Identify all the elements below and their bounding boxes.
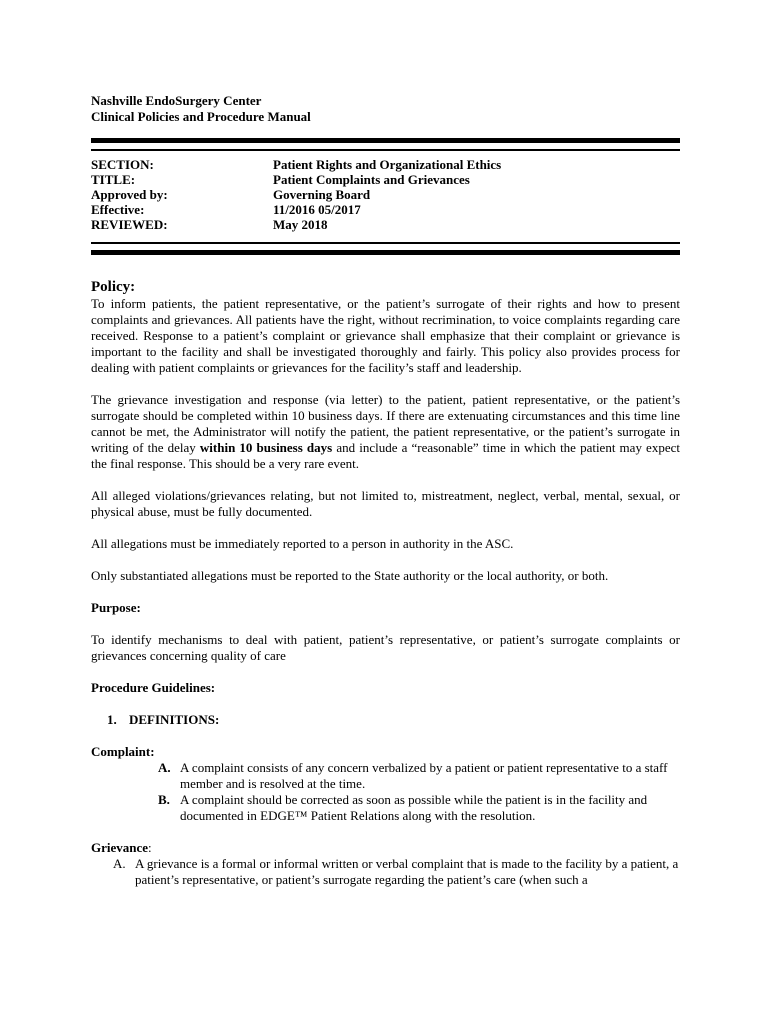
complaint-item-a [158,760,680,792]
rule-bottom-thin [91,242,680,244]
policy-paragraph-5: Only substantiated allegations must be reported to the State authority or the local authority, or both. [91,568,609,583]
policy-paragraph-2 [91,392,680,472]
policy-paragraph-2-part-1: The grievance investigation and response (via letter) to the patient, patient representative, or the patient’s surrogate should be completed within 10 business days. If there are extenuating circumstances and this time line cannot be met, the Administrator will notify the patient, the patient representative, or the patient’s surrogate in writing of the delay [91,392,680,455]
policy-heading: Policy: [91,279,136,295]
meta-row-reviewed [91,217,680,232]
list-letter: A. [158,760,171,775]
meta-value: Patient Rights and Organizational Ethics [273,157,502,172]
complaint-item-b [158,792,680,824]
grievance-heading [91,840,680,856]
meta-row-title [91,172,680,187]
meta-label: Approved by: [91,187,168,202]
procedure-heading: Procedure Guidelines: [91,680,216,695]
meta-row-effective [91,202,680,217]
policy-paragraph-3: All alleged violations/grievances relating, but not limited to, mistreatment, neglect, verbal, mental, sexual, or physical abuse, must be fully documented. [91,488,680,519]
purpose-heading: Purpose: [91,600,141,615]
policy-paragraph-2-bold: within 10 business days [199,440,333,455]
manual-title: Clinical Policies and Procedure Manual [91,109,311,124]
list-letter: B. [158,792,170,807]
meta-row-section [91,157,680,172]
rule-top-thin [91,149,680,151]
grievance-list [113,856,680,888]
meta-value: Governing Board [273,187,371,202]
list-text: A grievance is a formal or informal written or verbal complaint that is made to the facility by a patient, a patient’s representative, or patient’s surrogate regarding the patient’s care (when such a [135,856,679,887]
meta-label: REVIEWED: [91,217,168,232]
complaint-heading: Complaint: [91,744,155,759]
meta-label: SECTION: [91,157,154,172]
grievance-heading-text: Grievance [91,840,149,855]
grievance-item-a [113,856,680,888]
list-letter: A. [113,856,126,871]
policy-paragraph-2-part-2: and include a “reasonable” time in which the patient may expect the final response. This should be a very rare event. [91,440,680,471]
meta-value: May 2018 [273,217,328,232]
rule-bottom-thick [91,250,680,255]
policy-paragraph-4: All allegations must be immediately reported to a person in authority in the ASC. [91,536,514,551]
meta-value: 11/2016 05/2017 [273,202,361,217]
list-text: A complaint should be corrected as soon as possible while the patient is in the facility and documented in EDGE™ Patient Relations along with the resolution. [180,792,648,823]
meta-label: Effective: [91,202,145,217]
grievance-heading-colon: : [148,840,152,855]
meta-value: Patient Complaints and Grievances [273,172,470,187]
definitions-label: DEFINITIONS: [129,712,220,727]
document-body [91,93,680,888]
org-name: Nashville EndoSurgery Center [91,93,262,108]
meta-table [91,157,680,232]
list-text: A complaint consists of any concern verbalized by a patient or patient representative to a staff member and is resolved at the time. [180,760,668,791]
rule-top-thick [91,138,680,143]
purpose-text: To identify mechanisms to deal with patient, patient’s representative, or patient’s surrogate complaints or grievances concerning quality of care [91,632,680,663]
policy-paragraph-1: To inform patients, the patient representative, or the patient’s surrogate of their rights and how to present complaints and grievances. All patients have the right, without recrimination, to voice complaints regarding care received. Response to a patient’s complaint or grievance shall emphasize that their complaint or grievance is important to the facility and shall be investigated thoroughly and fairly. This policy also provides process for dealing with patient complaints or grievances for the facility’s staff and leadership. [91,296,680,375]
definitions-number: 1. [107,712,117,727]
meta-label: TITLE: [91,172,136,187]
complaint-list [158,760,680,824]
meta-row-approved [91,187,680,202]
definitions-heading [107,712,680,728]
